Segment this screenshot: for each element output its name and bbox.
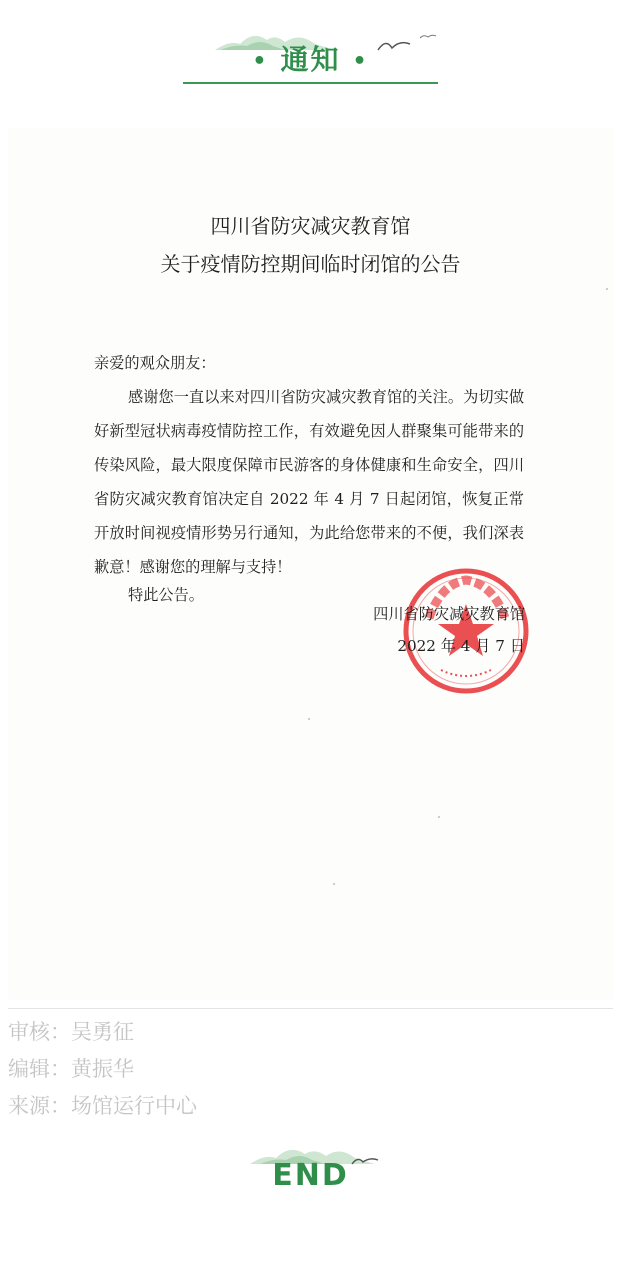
end-label: END [272,1158,349,1193]
paper-speck [308,718,310,720]
paper-speck [438,816,440,818]
editor-line: 编辑：黄振华 [8,1058,134,1081]
issue-date: 2022 年 4 月 7 日 [397,637,525,655]
reviewer-line: 审核：吴勇征 [8,1021,134,1044]
document-title-line2: 关于疫情防控期间临时闭馆的公告 [160,252,461,276]
document-title-line1: 四川省防灾减灾教育馆 [210,214,411,238]
notice-title [0,38,621,78]
announcement-paragraph: 感谢您一直以来对四川省防灾减灾教育馆的关注。为切实做好新型冠状病毒疫情防控工作，有效避免因人群聚集可能带来的传染风险，最大限度保障市民游客的身体健康和生命安全，四川省防灾减灾教育馆决定自 2022 年 4 月 7 日起闭馆，恢复正常开放时间视疫情形势另行通知，为此给您带来的不便，我们深表歉意！感谢您的理解与支持！ [94,388,524,576]
title-dot-left: • [252,48,269,74]
red-star-seal-icon [401,566,531,696]
header [0,0,621,100]
notice-title-text: 通知 [280,43,341,76]
closing-line: 特此公告。 [128,586,204,604]
header-underline [183,82,438,84]
paper-speck [606,288,608,290]
issuing-organization: 四川省防灾减灾教育馆 [373,605,525,623]
title-dot-right: • [352,48,369,74]
paper-speck [333,883,335,885]
announcement-document-image [8,128,613,1000]
source-line: 来源：场馆运行中心 [8,1095,197,1118]
divider [8,1008,613,1009]
salutation: 亲爱的观众朋友： [94,354,216,372]
